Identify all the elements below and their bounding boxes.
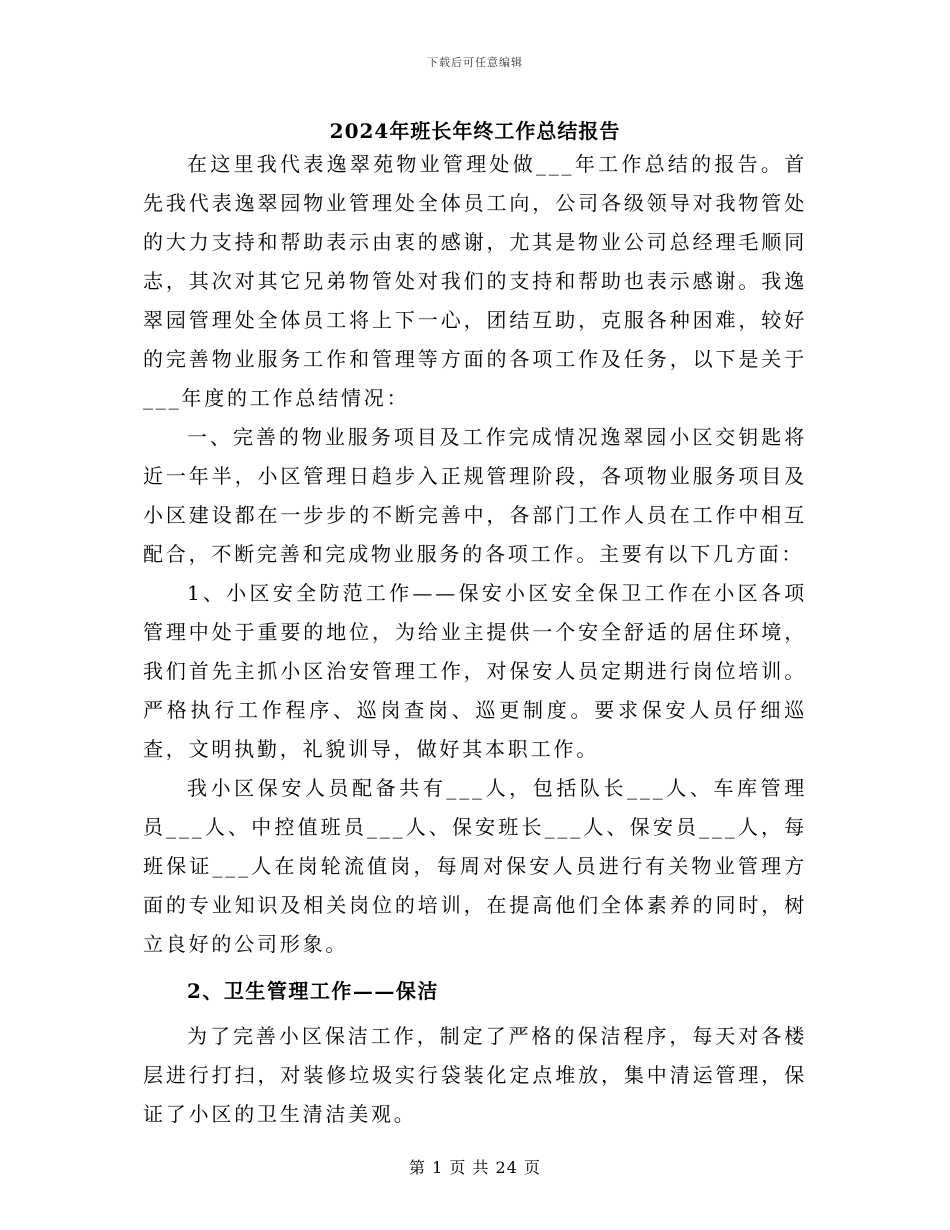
document-title: 2024年班长年终工作总结报告 bbox=[329, 119, 621, 143]
paragraph-security: 1、小区安全防范工作——保安小区安全保卫工作在小区各项管理中处于重要的地位，为给业主提供一个安全舒适的居住环境，我们首先主抓小区治安管理工作，对保安人员定期进行岗位培训。严格执行工作程序、巡岗查岗、巡更制度。要求保安人员仔细巡查，文明执勤，礼貌训导，做好其本职工作。 bbox=[143, 581, 807, 761]
paragraph-sanitation: 为了完善小区保洁工作，制定了严格的保洁程序，每天对各楼层进行打扫，对装修垃圾实行袋装化定点堆放，集中清运管理，保证了小区的卫生清洁美观。 bbox=[143, 1024, 807, 1126]
document-body bbox=[143, 145, 807, 1134]
section-heading-sanitation: 2、卫生管理工作——保洁 bbox=[187, 979, 439, 1003]
page-header-note: 下载后可任意编辑 bbox=[427, 56, 523, 69]
paragraph-section-one: 一、完善的物业服务项目及工作完成情况逸翠园小区交钥匙将近一年半，小区管理日趋步入正规管理阶段，各项物业服务项目及小区建设都在一步步的不断完善中，各部门工作人员在工作中相互配合，不断完善和完成物业服务的各项工作。主要有以下几方面： bbox=[143, 425, 807, 566]
paragraph-security-staffing: 我小区保安人员配备共有___人，包括队长___人、车库管理员___人、中控值班员___人、保安班长___人、保安员___人，每班保证___人在岗轮流值岗，每周对保安人员进行有关物业管理方面的专业知识及相关岗位的培训，在提高他们全体素养的同时，树立良好的公司形象。 bbox=[143, 776, 807, 956]
paragraph-intro: 在这里我代表逸翠苑物业管理处做___年工作总结的报告。首先我代表逸翠园物业管理处全体员工向，公司各级领导对我物管处的大力支持和帮助表示由衷的感谢，尤其是物业公司总经理毛顺同志，其次对其它兄弟物管处对我们的支持和帮助也表示感谢。我逸翠园管理处全体员工将上下一心，团结互助，克服各种困难，较好的完善物业服务工作和管理等方面的各项工作及任务，以下是关于___年度的工作总结情况： bbox=[143, 152, 807, 410]
page-number: 第 1 页 共 24 页 bbox=[409, 1158, 541, 1177]
